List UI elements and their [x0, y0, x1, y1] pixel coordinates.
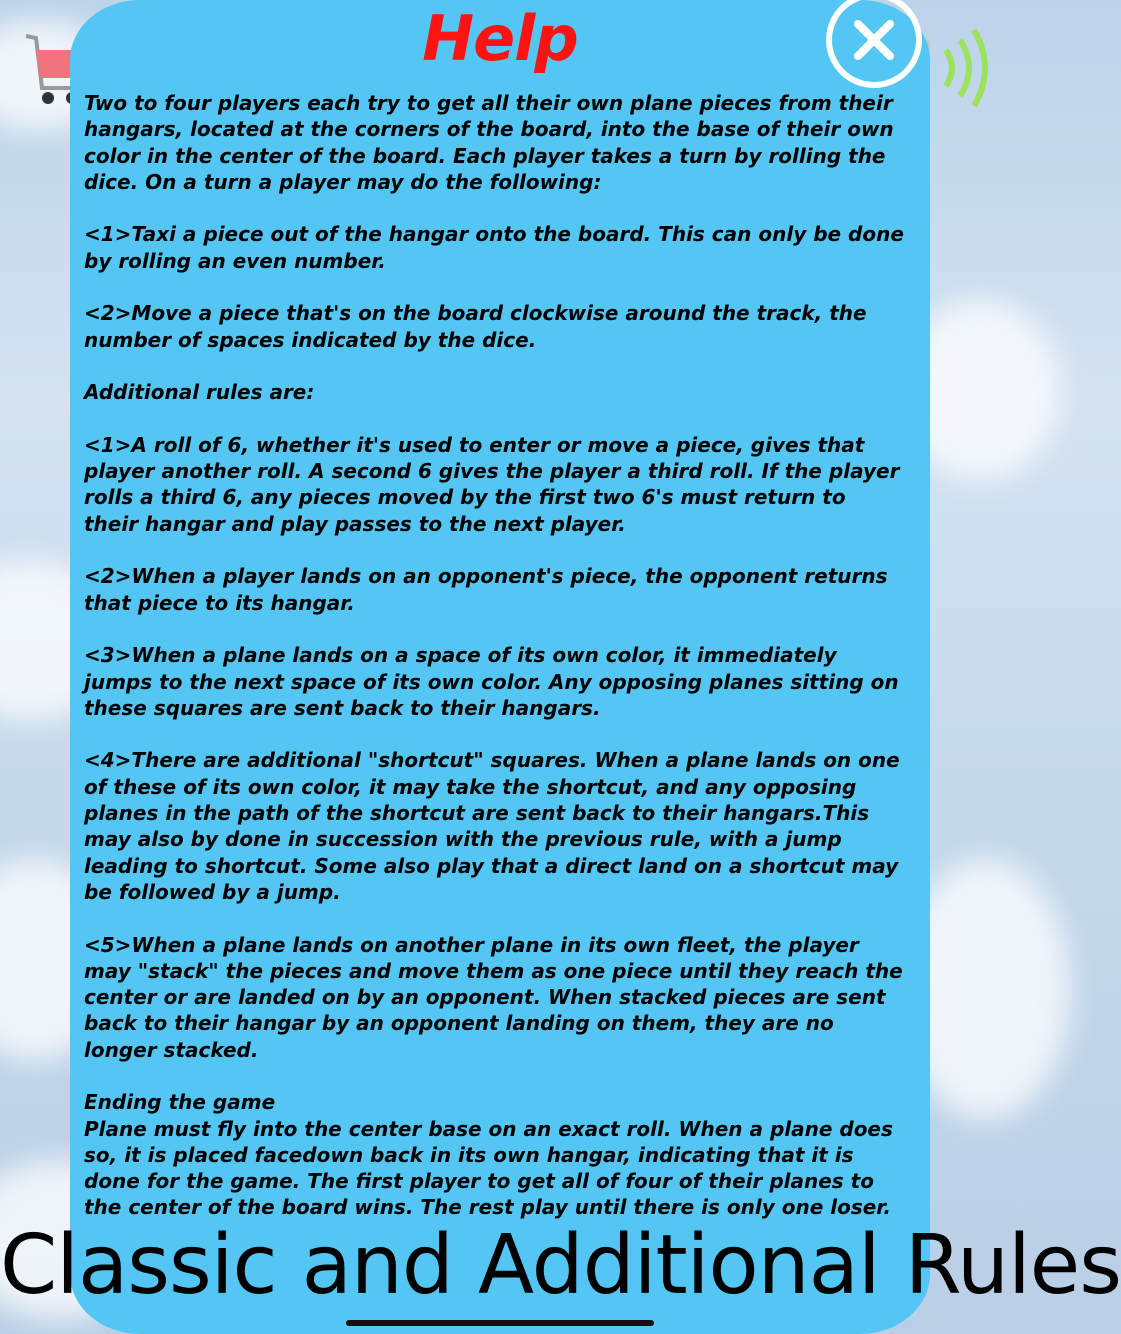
rule-move-1: <1>Taxi a piece out of the hangar onto the board. This can only be done by rolling an even number.	[84, 222, 904, 273]
additional-rules-heading: Additional rules are:	[84, 380, 315, 405]
additional-rule-1: <1>A roll of 6, whether it's used to enter or move a piece, gives that player another roll. A second 6 gives the player a third roll. If the player rolls a third 6, any pieces moved by the first two 6's must return to their hangar and play passes to the next player.	[84, 432, 900, 536]
rules-text	[84, 90, 904, 1221]
home-indicator[interactable]	[346, 1320, 654, 1326]
additional-rule-3: <3>When a plane lands on a space of its own color, it immediately jumps to the next space of its own color. Any opposing planes sitting on these squares are sent back to their hangars.	[84, 643, 899, 720]
ending-text: Plane must fly into the center base on an exact roll. When a plane does so, it is placed facedown back in its own hangar, indicating that it is done for the game. The first player to get all of four of their planes to the center of the board wins. The rest play until there is only one loser.	[84, 1116, 893, 1220]
ending-heading: Ending the game	[84, 1090, 276, 1115]
caption: Classic and Additional Rules	[0, 1218, 1121, 1313]
additional-rule-5: <5>When a plane lands on another plane in its own fleet, the player may "stack" the pieces and move them as one piece until they reach the center or are landed on by an opponent. When stacked pieces are sent back to their hangar by an opponent landing on them, they are no longer stacked.	[84, 932, 903, 1062]
close-icon	[852, 18, 896, 62]
rule-move-2: <2>Move a piece that's on the board clockwise around the track, the number of spaces indicated by the dice.	[84, 301, 867, 352]
additional-rule-4: <4>There are additional "shortcut" squares. When a plane lands on one of these of its own color, it may take the shortcut, and any opposing planes in the path of the shortcut are sent back to their hangars.This may also by done in succession with the previous rule, with a jump leading to shortcut. Some also play that a direct land on a shortcut may be followed by a jump.	[84, 748, 900, 904]
additional-rule-2: <2>When a player lands on an opponent's piece, the opponent returns that piece to its hangar.	[84, 564, 888, 615]
help-title: Help	[422, 2, 578, 75]
rules-intro: Two to four players each try to get all their own plane pieces from their hangars, located at the corners of the board, into the base of their own color in the center of the board. Each player takes a turn by rolling the dice. On a turn a player may do the following:	[84, 91, 894, 194]
